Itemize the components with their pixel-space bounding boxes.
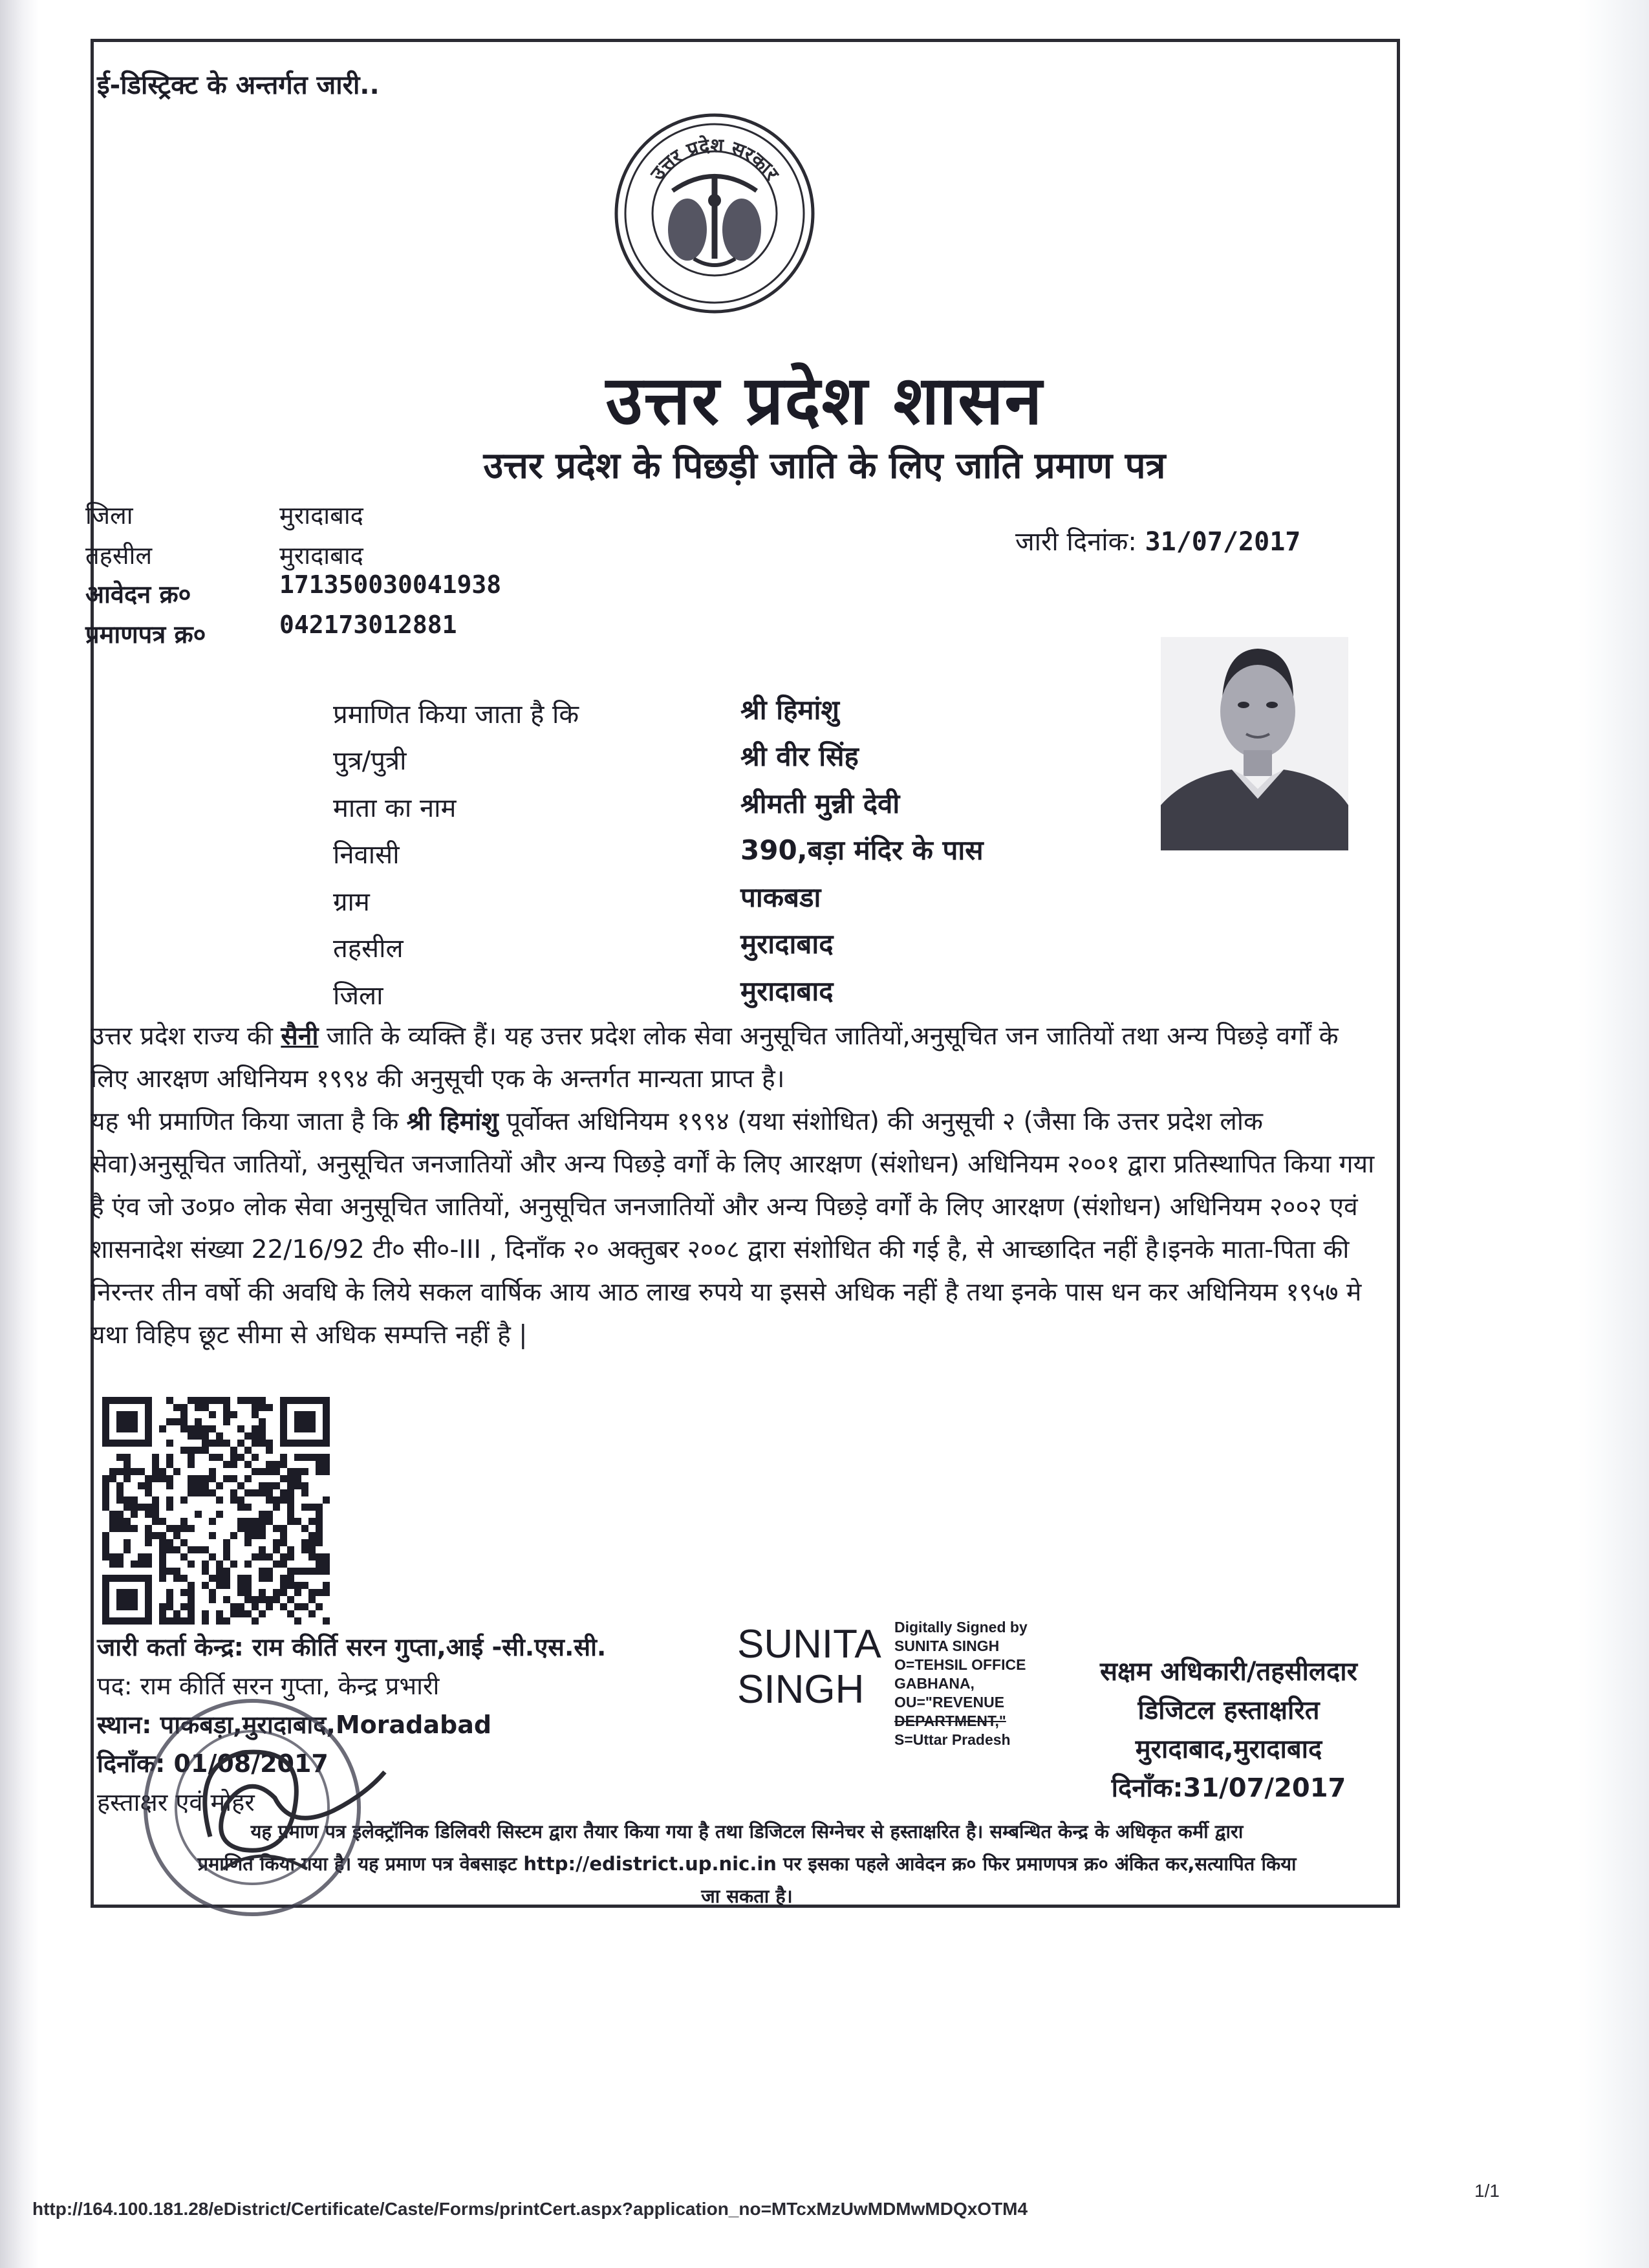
father-name: श्री वीर सिंह (740, 740, 859, 772)
p2-text-b: पूर्वोक्त अधिनियम १९९४ (यथा संशोधित) की अनुसूची २ (जैसा कि उत्तर प्रदेश लोक सेवा)अनुसूचित जातियों, अनुसूचित जनजातियों और अन्य पिछड़े वर्गों के लिए आरक्षण (संशोधन) अधिनियम २००१ द्वारा प्रतिस्थापित किया गया है एंव जो उ०प्र० लोक सेवा अनुसूचित जातियों, अनुसूचित जनजातियों और अन्य पिछड़े वर्गों के लिए आरक्षण (संशोधन) अधिनियम २००२ एवं शासनादेश संख्या 22/16/92 टी० सी०-III , दिनाँक २० अक्तुबर २००८ द्वारा संशोधित की गई है, से आच्छादित नहीं है।इनके माता-पिता की निरन्तर तीन वर्षो की अवधि के लिये सकल वार्षिक आय आठ लाख रुपये या इससे अधिक नहीं है तथा इनके पास धन कर अधिनियम १९५७ मे यथा विहिप छूट सीमा से अधिक सम्पत्ति नहीं है | (91, 1107, 1375, 1350)
p1-text-a: उत्तर प्रदेश राज्य की (91, 1022, 281, 1051)
applicant-photo (1161, 637, 1348, 850)
competent-officer (1048, 1652, 1410, 1808)
applicant-name: श्री हिमांशु (740, 694, 839, 726)
signature-meta-line: SUNITA SINGH (894, 1637, 1000, 1654)
detail-label-district: जिला (333, 981, 383, 1011)
signature-meta-line: GABHANA, (894, 1675, 975, 1692)
issue-date-value: 31/07/2017 (1145, 527, 1301, 557)
footer-note-line-3: जा सकता है। (701, 1885, 793, 1907)
print-url: http://164.100.181.28/eDistrict/Certificate/Caste/Forms/printCert.aspx?application_no=MTcxMzUwMDMwMDQxOTM4 (32, 2199, 1028, 2219)
signature-meta-line: OU="REVENUE (894, 1694, 1005, 1711)
issue-date-label: जारी दिनांक: (1015, 527, 1137, 557)
page-number: 1/1 (1474, 2181, 1500, 2201)
issuer-date: दिनाँक: 01/08/2017 (97, 1749, 329, 1778)
meta-label-district: जिला (85, 501, 133, 530)
application-number: 171350030041938 (279, 570, 502, 599)
signature-meta-line: DEPARTMENT," (894, 1712, 1006, 1729)
signature-meta-line: S=Uttar Pradesh (894, 1731, 1011, 1748)
scan-shadow-right (1578, 0, 1649, 2268)
signature-meta-line: O=TEHSIL OFFICE (894, 1656, 1026, 1673)
emblem-text: उत्तर प्रदेश सरकार (646, 134, 784, 185)
detail-tehsil: मुरादाबाद (740, 928, 834, 960)
caste-name: सैनी (281, 1022, 319, 1051)
p2-applicant-name: श्री हिमांशु (406, 1107, 499, 1136)
detail-label-mother: माता का नाम (333, 794, 457, 823)
scan-shadow-left (0, 0, 39, 2268)
detail-label-child-of: पुत्र/पुत्री (333, 746, 407, 776)
qr-code (102, 1397, 330, 1625)
meta-label-tehsil: तहसील (85, 541, 153, 570)
mother-name: श्रीमती मुन्नी देवी (740, 788, 900, 819)
issuing-center: जारी कर्ता केन्द्र: राम कीर्ति सरन गुप्ता,आई -सी.एस.सी. (97, 1633, 607, 1661)
footer-note-line-2: प्रमाणित किया गया है। यह प्रमाण पत्र वेबसाइट http://edistrict.up.nic.in पर इसका पहले आवेदन क्र० फिर प्रमाणपत्र क्र० अंकित कर,सत्यापित किया (197, 1853, 1297, 1875)
p2-text-a: यह भी प्रमाणित किया जाता है कि (91, 1107, 407, 1136)
village: पाकबडा (740, 881, 821, 913)
issuer-post: पद: राम कीर्ति सरन गुप्ता, केन्द्र प्रभारी (97, 1672, 440, 1700)
certificate-paragraph-2 (91, 1101, 1384, 1357)
signer-name-line-1: SUNITA (737, 1622, 881, 1667)
p1-text-b: जाति के व्यक्ति हैं। यह उत्तर प्रदेश लोक सेवा अनुसूचित जातियों,अनुसूचित जन जातियों तथा अन्य पिछड़े वर्गों के लिए आरक्षण अधिनियम १९९४ की अनुसूची एक के अन्तर्गत मान्यता प्राप्त है। (91, 1022, 1339, 1094)
certificate-number: 042173012881 (279, 610, 457, 639)
meta-value-tehsil: मुरादाबाद (279, 541, 363, 570)
signature-meta-line: Digitally Signed by (894, 1619, 1028, 1636)
detail-label-certified: प्रमाणित किया जाता है कि (333, 700, 579, 729)
officer-digital-signed: डिजिटल हस्ताक्षरित (1137, 1696, 1320, 1725)
meta-label-application-no: आवेदन क्र० (85, 580, 191, 609)
meta-label-certificate-no: प्रमाणपत्र क्र० (85, 620, 206, 649)
detail-label-resident: निवासी (333, 840, 400, 870)
issue-date (1015, 523, 1300, 558)
edistrict-header-text: ई-डिस्ट्रिक्ट के अन्तर्गत जारी.. (97, 70, 380, 100)
officer-designation: सक्षम अधिकारी/तहसीलदार (1099, 1657, 1357, 1687)
digital-signature-details (894, 1618, 1028, 1749)
rubber-stamp-seal (113, 1675, 417, 1934)
certificate-title: उत्तर प्रदेश के पिछड़ी जाति के लिए जाति प्रमाण पत्र (483, 445, 1166, 487)
government-title: उत्तर प्रदेश शासन (605, 360, 1044, 440)
officer-location: मुरादाबाद,मुरादाबाद (1135, 1734, 1322, 1764)
certificate-paragraph-1 (91, 1015, 1384, 1101)
detail-label-tehsil: तहसील (333, 934, 404, 964)
signer-name-line-2: SINGH (737, 1667, 865, 1712)
detail-label-village: ग्राम (333, 887, 370, 917)
address: 390,बड़ा मंदिर के पास (740, 834, 984, 866)
issuer-place: स्थान: पाकबड़ा,मुरादाबाद,Moradabad (97, 1711, 492, 1739)
meta-value-district: मुरादाबाद (279, 501, 363, 530)
detail-district: मुरादाबाद (740, 975, 834, 1007)
up-state-emblem (611, 110, 818, 317)
officer-date: दिनाँक:31/07/2017 (1111, 1773, 1346, 1803)
issuer-sign-seal: हस्ताक्षर एवं मोहर (97, 1788, 255, 1817)
footer-note-line-1: यह प्रमाण पत्र इलेक्ट्रॉनिक डिलिवरी सिस्टम द्वारा तैयार किया गया है तथा डिजिटल सिग्नेचर से हस्ताक्षरित है। सम्बन्धित केन्द्र के अधिकृत कर्मी द्वारा (250, 1820, 1244, 1842)
